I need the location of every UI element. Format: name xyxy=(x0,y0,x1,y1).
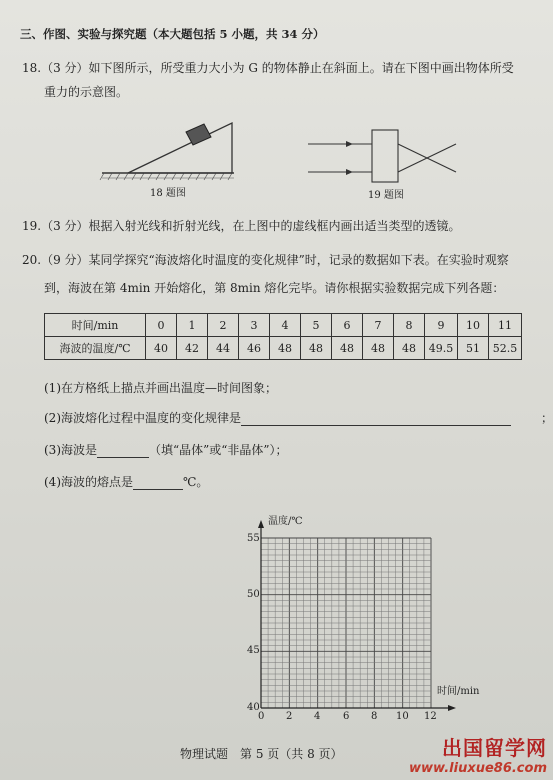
q18-line1: 18.（3 分）如下图所示，所受重力大小为 G 的物体静止在斜面上。请在下图中画出物体所受 xyxy=(22,61,514,75)
q19-text: 19.（3 分）根据入射光线和折射光线，在上图中的虚线框内画出适当类型的透镜。 xyxy=(22,219,461,233)
watermark-brand: 出国留学网 xyxy=(442,736,547,760)
table-cell: 10 xyxy=(458,314,489,337)
grid-lines xyxy=(261,538,431,708)
table-cell: 3 xyxy=(239,314,270,337)
table-cell: 1 xyxy=(177,314,208,337)
table-cell: 48 xyxy=(301,337,332,360)
table-cell: 42 xyxy=(177,337,208,360)
x-tick-label: 8 xyxy=(371,711,378,722)
answer-blank-4[interactable] xyxy=(133,489,183,490)
answer-blank-2[interactable] xyxy=(241,425,511,426)
y-tick-label: 55 xyxy=(247,533,260,544)
table-cell: 11 xyxy=(489,314,522,337)
q18-line2: 重力的示意图。 xyxy=(44,85,129,99)
page-footer: 物理试题 第 5 页（共 8 页） xyxy=(180,747,343,761)
q20-line2: 到，海波在第 4min 开始熔化，第 8min 熔化完毕。请你根据实验数据完成下列各题： xyxy=(44,281,505,295)
table-cell: 48 xyxy=(363,337,394,360)
q20-line1: 20.（9 分）某同学探究“海波熔化时温度的变化规律”时，记录的数据如下表。在实验时观察 xyxy=(22,253,509,267)
x-tick-label: 10 xyxy=(396,711,409,722)
q20-sub1: (1)在方格纸上描点并画出温度—时间图象； xyxy=(44,381,277,395)
q20-sub3-prefix: (3)海波是 xyxy=(44,443,97,457)
table-cell: 2 xyxy=(208,314,239,337)
block-on-incline xyxy=(186,124,211,145)
table-cell: 0 xyxy=(146,314,177,337)
table-cell: 8 xyxy=(394,314,425,337)
table-cell: 9 xyxy=(425,314,458,337)
table-cell: 40 xyxy=(146,337,177,360)
watermark-url: www.liuxue86.com xyxy=(409,761,547,776)
table-cell: 7 xyxy=(363,314,394,337)
x-tick-label: 0 xyxy=(258,711,265,722)
graph-y-label: 温度/℃ xyxy=(268,516,303,527)
table-cell: 48 xyxy=(270,337,301,360)
dashed-box xyxy=(372,130,398,182)
q20-sub2-prefix: (2)海波熔化过程中温度的变化规律是 xyxy=(44,411,241,425)
x-tick-label: 12 xyxy=(424,711,437,722)
y-axis-arrow xyxy=(258,520,264,528)
q20-sub3-suffix: （填“晶体”或“非晶体”）； xyxy=(149,443,288,457)
y-tick-label: 45 xyxy=(247,645,260,656)
data-table xyxy=(44,313,522,360)
q20-sub4 xyxy=(44,474,208,490)
section-heading: 三、作图、实验与探究题（本大题包括 5 小题，共 34 分） xyxy=(20,27,325,41)
table-header-temp: 海波的温度/℃ xyxy=(45,337,146,360)
table-cell: 49.5 xyxy=(425,337,458,360)
table-cell: 48 xyxy=(332,337,363,360)
q19-lens-figure xyxy=(306,124,466,194)
arrow-top xyxy=(346,141,353,147)
q18-caption: 18 题图 xyxy=(150,188,186,199)
table-cell: 6 xyxy=(332,314,363,337)
ground-hatching xyxy=(100,173,234,180)
q20-sub4-prefix: (4)海波的熔点是 xyxy=(44,475,133,489)
q20-sub4-suffix: ℃。 xyxy=(183,475,209,489)
arrow-bottom xyxy=(346,169,353,175)
x-tick-label: 6 xyxy=(343,711,350,722)
table-cell: 52.5 xyxy=(489,337,522,360)
graph-x-label: 时间/min xyxy=(437,686,480,697)
table-header-time: 时间/min xyxy=(45,314,146,337)
y-tick-label: 50 xyxy=(247,589,260,600)
incline-triangle xyxy=(128,123,232,173)
answer-blank-3[interactable] xyxy=(97,457,149,458)
q18-incline-figure xyxy=(98,115,238,185)
x-tick-label: 4 xyxy=(314,711,321,722)
table-cell: 51 xyxy=(458,337,489,360)
table-cell: 5 xyxy=(301,314,332,337)
x-tick-label: 2 xyxy=(286,711,293,722)
q20-sub2-suffix: ； xyxy=(541,411,553,425)
y-tick-label: 40 xyxy=(247,702,260,713)
q20-sub2 xyxy=(44,410,553,426)
x-axis-arrow xyxy=(448,705,456,711)
table-cell: 44 xyxy=(208,337,239,360)
table-cell: 48 xyxy=(394,337,425,360)
table-cell: 46 xyxy=(239,337,270,360)
q20-sub3 xyxy=(44,442,288,458)
table-row-time xyxy=(45,314,522,337)
table-row-temp xyxy=(45,337,522,360)
table-cell: 4 xyxy=(270,314,301,337)
q19-caption: 19 题图 xyxy=(368,190,404,201)
graph-paper[interactable] xyxy=(258,520,458,700)
site-watermark xyxy=(409,732,547,776)
